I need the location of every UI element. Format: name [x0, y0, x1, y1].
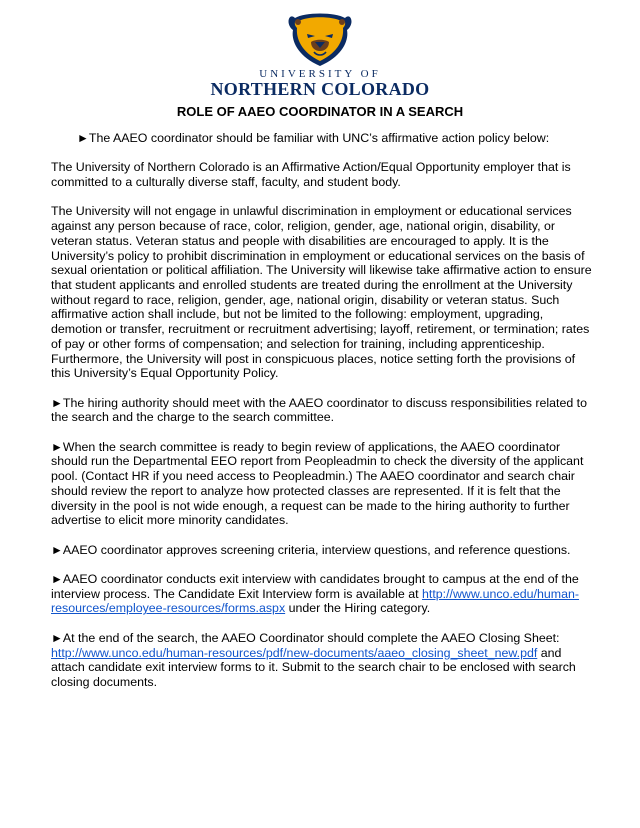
bullet-exit-interview	[51, 572, 596, 616]
bullet-text: The hiring authority should meet with the AAEO coordinator to discuss responsibilities related to the search and the charge to the search committee.	[51, 395, 588, 425]
intro-text: The AAEO coordinator should be familiar with UNC’s affirmative action policy below:	[88, 131, 550, 145]
bullet-screening-criteria	[51, 543, 596, 558]
policy-paragraph-1: The University of Northern Colorado is an Affirmative Action/Equal Opportunity employer that is committed to a culturally diverse staff, faculty, and student body.	[51, 160, 571, 190]
bullet-text: When the search committee is ready to begin review of applications, the AAEO coordinator should run the Departmental EEO report from Peopleadmin to check the diversity of the applicant pool. (Contact HR if you need access to Peopleadmin.) The AAEO coordinator and search chair should review the report to analyze how protected classes are represented. If it is felt that the diversity in the pool is not wide enough, a request can be made to the hiring authority to further advertise to elicit more minority candidates.	[51, 439, 584, 528]
bullet-text-after: and attach candidate exit interview forms to it. Submit to the search chair to be enclosed with search closing documents.	[51, 645, 576, 689]
logo-university-of: UNIVERSITY OF	[259, 68, 381, 80]
logo-university-name: NORTHERN COLORADO	[210, 79, 430, 99]
bullet-text: AAEO coordinator approves screening criteria, interview questions, and reference questions.	[62, 542, 571, 557]
bullet-closing-sheet	[51, 631, 596, 690]
forms-link[interactable]: http://www.unco.edu/human-resources/employee-resources/forms.aspx	[51, 586, 580, 616]
bullet-text-after: under the Hiring category.	[285, 601, 431, 616]
bullet-text: AAEO coordinator conducts exit interview with candidates brought to campus at the end of the interview process. The Candidate Exit Interview form is available at	[51, 572, 579, 601]
bear-ear-left	[295, 19, 301, 25]
document-body	[51, 131, 596, 704]
bullet-text: At the end of the search, the AAEO Coordinator should complete the AAEO Closing Sheet:	[62, 630, 560, 645]
bullet-hiring-authority	[51, 396, 596, 425]
bear-ear-right	[339, 19, 345, 25]
policy-paragraph-2: The University will not engage in unlawful discrimination in employment or educational services against any person because of race, color, religion, gender, age, national origin, disability, or veteran status. Veteran status and people with disabilities are encouraged to apply. It is the University’s policy to prohibit discrimination in employment or educational services on the basis of sexual orientation or political affiliation. The University will likewise take affirmative action to ensure that student applicants and enrolled students are treated during the enrollment at the University without regard to race, religion, gender, age, national origin, disability or veteran status. Such affirmative action shall include, but not be limited to the following: employment, upgrading, demotion or transfer, recruitment or recruitment advertising; layoff, retirement, or termination; rates of pay or other forms of compensation; and selection for training, including apprenticeship. Furthermore, the University will post in conspicuous places, notice setting forth the provisions of this University’s Equal Opportunity Policy.	[51, 204, 592, 381]
bullet-eeo-report	[51, 440, 596, 528]
document-title: ROLE OF AAEO COORDINATOR IN A SEARCH	[176, 104, 464, 119]
closing-sheet-link[interactable]: http://www.unco.edu/human-resources/pdf/new-documents/aaeo_closing_sheet_new.pdf	[51, 645, 538, 660]
bullet-arrow-icon: ►	[51, 572, 63, 586]
bullet-arrow-icon: ►	[51, 542, 63, 557]
bullet-arrow-icon: ►	[51, 439, 63, 454]
bear-logo-icon	[287, 10, 353, 68]
intro-paragraph	[51, 131, 596, 146]
bullet-arrow-icon: ►	[77, 131, 89, 145]
unc-logo	[0, 10, 640, 68]
bullet-arrow-icon: ►	[51, 395, 63, 410]
bullet-arrow-icon: ►	[51, 630, 63, 645]
